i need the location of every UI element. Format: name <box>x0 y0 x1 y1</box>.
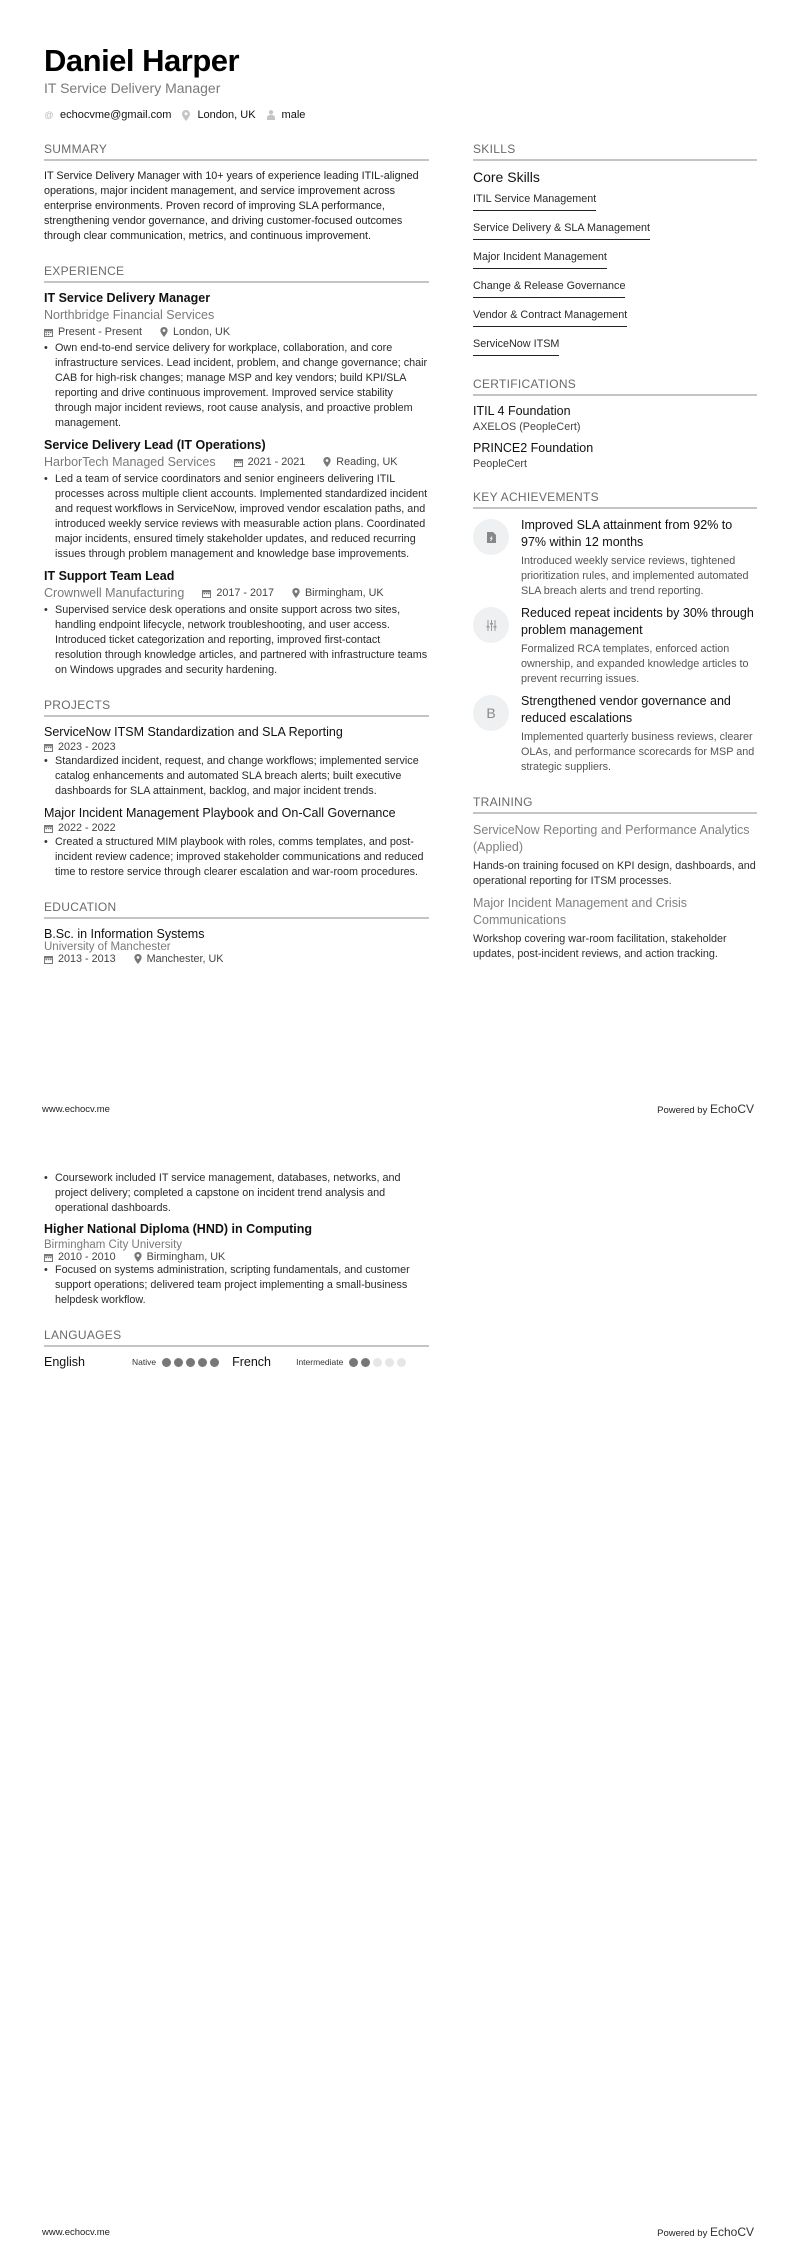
achievement-title: Strengthened vendor governance and reduced escalations <box>521 694 731 725</box>
calendar-icon <box>202 589 211 598</box>
location-pin-icon <box>292 588 300 598</box>
language-name: French <box>232 1355 271 1369</box>
brand-name: EchoCV <box>709 2225 754 2239</box>
summary-text: IT Service Delivery Manager with 10+ years of experience leading ITIL-aligned operations, major incident management, and service improvement across enterprise environments. Proven record of improving SLA performance, strengthening vendor governance, and driving customer-focused outcomes through clear communication, metrics, and continuous improvement. <box>44 170 419 242</box>
job-dates: Present - Present <box>58 326 143 338</box>
project-meta <box>44 741 429 753</box>
skill-item: Vendor & Contract Management <box>473 309 627 327</box>
skills-section <box>473 142 757 363</box>
education-meta <box>44 953 429 965</box>
language-name: English <box>44 1355 85 1369</box>
job-location: London, UK <box>173 326 231 338</box>
right-column <box>473 142 757 962</box>
skill-item: ITIL Service Management <box>473 193 596 211</box>
job-bullet: • Supervised service desk operations and onsite support across two sites, handling endpoint lifecycle, network troubleshooting, and user access. Introduced ticket categorization and reporting, improved first-contact resolution through knowledge articles, and partnered with infrastructure teams on Windows upgrades and security hardening. <box>44 603 429 678</box>
language-proficiency-dots <box>349 1358 409 1367</box>
education-location: Manchester, UK <box>146 953 224 965</box>
training-title: Major Incident Management and Crisis Communications <box>473 896 687 927</box>
education-bullet: • Focused on systems administration, scripting fundamentals, and customer support operations; delivered team project implementing a small-business helpdesk workflow. <box>44 1263 429 1308</box>
education-item <box>44 927 429 965</box>
job-meta <box>44 326 429 338</box>
location-pin-icon <box>160 327 168 337</box>
location-pin-icon <box>181 110 191 120</box>
section-title-certifications: CERTIFICATIONS <box>473 377 757 396</box>
left-column-continued <box>44 1171 429 1369</box>
degree-title: Higher National Diploma (HND) in Computing <box>44 1222 313 1236</box>
experience-item <box>44 438 429 562</box>
section-title-experience: EXPERIENCE <box>44 264 429 283</box>
certification-item <box>473 404 757 433</box>
calendar-icon <box>44 824 53 833</box>
education-bullet: • Coursework included IT service management, databases, networks, and project delivery; completed a capstone on incident trend analysis and operational dashboards. <box>44 1171 429 1216</box>
skill-item: Major Incident Management <box>473 251 607 269</box>
company-name: Crownwell Manufacturing <box>44 586 185 600</box>
certification-name: ITIL 4 Foundation <box>473 404 571 418</box>
certification-org: PeopleCert <box>473 458 528 470</box>
job-meta <box>44 455 429 469</box>
job-location: Birmingham, UK <box>304 587 384 599</box>
achievement-desc: Formalized RCA templates, enforced action ownership, and expanded knowledge articles to prevent recurring issues. <box>521 643 749 685</box>
location-pin-icon <box>323 457 331 467</box>
experience-item <box>44 291 429 431</box>
calendar-icon <box>44 1253 53 1262</box>
project-bullet: • Created a structured MIM playbook with roles, comms templates, and post-incident review cadence; improved stakeholder communications and reduced time to restore service through clearer escalation and war-room procedures. <box>44 835 429 880</box>
job-location: Reading, UK <box>336 456 398 468</box>
skill-item: Change & Release Governance <box>473 280 625 298</box>
job-bullet: • Led a team of service coordinators and senior engineers delivering ITIL processes across multiple client accounts. Implemented standardized incident and request workflows in ServiceNow, improved vendor escalation paths, and introduced weekly service reviews with measurable action plans. Coordinated major incidents, ensured timely stakeholder updates, and reduced recurring issues through problem management and knowledge base improvements. <box>44 472 429 562</box>
section-title-education: EDUCATION <box>44 900 429 919</box>
certification-name: PRINCE2 Foundation <box>473 441 594 455</box>
skill-item: Service Delivery & SLA Management <box>473 222 650 240</box>
project-dates: 2023 - 2023 <box>58 741 116 753</box>
project-bullet: • Standardized incident, request, and change workflows; implemented service catalog enhancements and automated SLA breach alerts; built executive dashboards for SLA attainment, backlog, and major incident trends. <box>44 754 429 799</box>
experience-item <box>44 569 429 678</box>
location-pin-icon <box>134 1252 142 1262</box>
job-dates: 2021 - 2021 <box>247 456 306 468</box>
achievement-item <box>473 517 757 599</box>
section-title-skills: SKILLS <box>473 142 757 161</box>
school-name: University of Manchester <box>44 941 171 953</box>
footer-website-link[interactable]: www.echocv.me <box>42 1104 110 1115</box>
achievements-section <box>473 490 757 775</box>
training-title: ServiceNow Reporting and Performance Analytics (Applied) <box>473 823 750 854</box>
achievement-item <box>473 693 757 775</box>
project-title: ServiceNow ITSM Standardization and SLA Reporting <box>44 725 343 739</box>
projects-section <box>44 698 429 880</box>
language-level: Intermediate <box>296 1357 344 1367</box>
section-title-training: TRAINING <box>473 795 757 814</box>
left-column <box>44 142 429 965</box>
section-title-languages: LANGUAGES <box>44 1328 429 1347</box>
contact-email[interactable]: @ echocvme@gmail.com <box>44 109 172 121</box>
education-dates: 2010 - 2010 <box>58 1251 116 1263</box>
experience-section <box>44 264 429 678</box>
degree-title: B.Sc. in Information Systems <box>44 927 205 941</box>
language-proficiency-dots <box>162 1358 222 1367</box>
summary-section <box>44 142 429 244</box>
training-item <box>473 822 757 889</box>
skill-item: ServiceNow ITSM <box>473 338 559 356</box>
person-icon <box>266 110 276 120</box>
calendar-icon <box>44 743 53 752</box>
contact-location: London, UK <box>181 109 255 121</box>
project-item <box>44 725 429 799</box>
language-level: Native <box>132 1357 157 1367</box>
company-name: Northbridge Financial Services <box>44 308 215 322</box>
training-desc: Workshop covering war-room facilitation, stakeholder updates, post-incident reviews, and action tracking. <box>473 933 727 960</box>
footer-powered-by[interactable]: Powered by EchoCV <box>657 1102 754 1116</box>
achievement-title: Improved SLA attainment from 92% to 97% within 12 months <box>521 518 733 549</box>
achievement-desc: Introduced weekly service reviews, tightened prioritization rules, and implemented automated SLA breach alerts and trend reporting. <box>521 555 749 597</box>
training-desc: Hands-on training focused on KPI design, dashboards, and operational reporting for ITSM processes. <box>473 860 756 887</box>
at-icon: @ <box>44 110 54 120</box>
contact-bar <box>44 109 315 121</box>
project-dates: 2022 - 2022 <box>58 822 116 834</box>
candidate-role: IT Service Delivery Manager <box>44 80 221 96</box>
certification-item <box>473 441 757 470</box>
certification-org: AXELOS (PeopleCert) <box>473 421 581 433</box>
job-dates: 2017 - 2017 <box>216 587 274 599</box>
resume-page-2 <box>0 1123 794 2246</box>
job-title: Service Delivery Lead (IT Operations) <box>44 438 266 452</box>
brand-name: EchoCV <box>709 1102 754 1116</box>
candidate-name: Daniel Harper <box>44 43 240 78</box>
certifications-section <box>473 377 757 470</box>
training-section <box>473 795 757 962</box>
skill-group-title: Core Skills <box>473 169 540 185</box>
document-icon <box>473 519 509 555</box>
location-pin-icon <box>134 954 142 964</box>
calendar-icon <box>234 458 243 467</box>
education-section <box>44 900 429 965</box>
job-meta <box>44 586 429 600</box>
section-title-projects: PROJECTS <box>44 698 429 717</box>
achievement-item <box>473 605 757 687</box>
calendar-icon <box>44 955 53 964</box>
contact-gender: male <box>266 109 306 121</box>
letter-b-icon: B <box>473 695 509 731</box>
training-item <box>473 895 757 962</box>
project-item <box>44 806 429 880</box>
school-name: Birmingham City University <box>44 1239 183 1251</box>
section-title-summary: SUMMARY <box>44 142 429 161</box>
education-dates: 2013 - 2013 <box>58 953 116 965</box>
footer-website-link[interactable]: www.echocv.me <box>42 2227 110 2238</box>
education-item <box>44 1222 429 1308</box>
company-name: HarborTech Managed Services <box>44 455 216 469</box>
sliders-icon <box>473 607 509 643</box>
languages-row <box>44 1355 429 1369</box>
achievement-title: Reduced repeat incidents by 30% through problem management <box>521 606 754 637</box>
project-meta <box>44 822 429 834</box>
job-title: IT Support Team Lead <box>44 569 175 583</box>
education-location: Birmingham, UK <box>146 1251 226 1263</box>
section-title-achievements: KEY ACHIEVEMENTS <box>473 490 757 509</box>
footer-powered-by[interactable]: Powered by EchoCV <box>657 2225 754 2239</box>
job-title: IT Service Delivery Manager <box>44 291 211 305</box>
languages-section <box>44 1328 429 1369</box>
calendar-icon <box>44 328 53 337</box>
job-bullet: • Own end-to-end service delivery for workplace, collaboration, and core infrastructure services. Lead incident, problem, and change governance; chair CAB for high-risk changes; manage MSP and key vendors; build KPI/SLA reporting and drive continuous improvement. Improved service stability through major incident reviews, root cause analysis, and proactive problem management. <box>44 341 429 431</box>
education-meta <box>44 1251 429 1263</box>
project-title: Major Incident Management Playbook and On-Call Governance <box>44 806 396 820</box>
achievement-desc: Implemented quarterly business reviews, clearer OLAs, and performance scorecards for MSP and strategic suppliers. <box>521 731 755 773</box>
